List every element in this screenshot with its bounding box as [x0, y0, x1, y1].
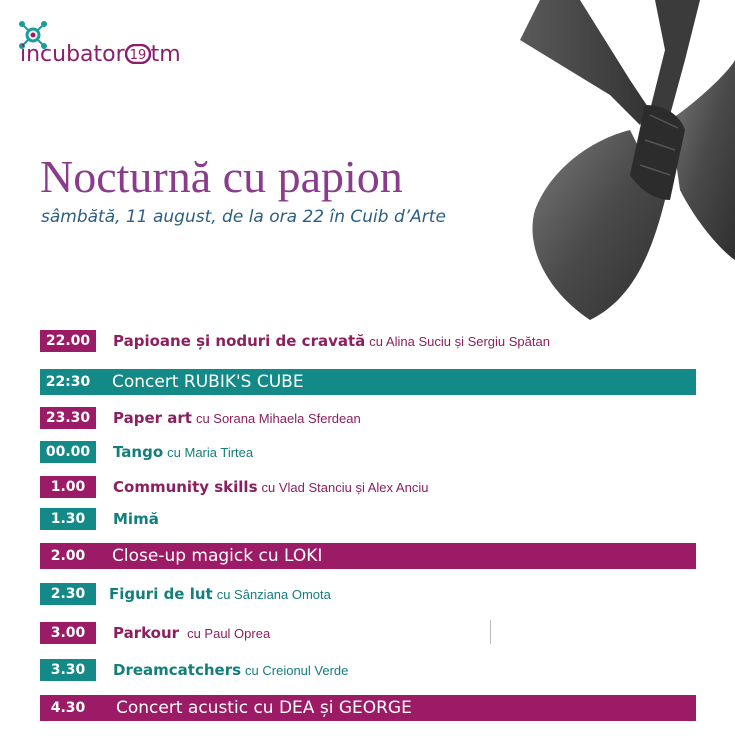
activity-title: Parkour [113, 624, 180, 642]
schedule-item [40, 583, 331, 605]
page-title: Nocturnă cu papion [40, 151, 403, 202]
activity-title: Paper art [113, 409, 192, 427]
schedule-bar [40, 695, 696, 721]
activity-host: cu Sorana Mihaela Sferdean [195, 411, 361, 426]
time-badge: 3.30 [40, 659, 96, 681]
schedule-list [40, 0, 700, 751]
time-badge: 22:30 [45, 374, 91, 390]
activity-title: Tango [113, 443, 164, 461]
time-badge: 1.00 [40, 476, 96, 498]
event-subtitle: sâmbătă, 11 august, de la ora 22 în Cuib d’Arte [41, 207, 446, 227]
activity-title: Papioane și noduri de cravată [113, 332, 366, 350]
schedule-item [40, 407, 361, 429]
activity-title: Concert acustic cu DEA și GEORGE [116, 698, 412, 718]
time-badge: 3.00 [40, 622, 96, 644]
schedule-item [40, 330, 550, 352]
time-badge: 22.00 [40, 330, 96, 352]
schedule-item [40, 441, 253, 463]
activity-title: Concert RUBIK'S CUBE [112, 372, 304, 392]
time-badge: 23.30 [40, 407, 96, 429]
time-badge: 2.30 [40, 583, 96, 605]
activity-host: cu Vlad Stanciu și Alex Anciu [261, 480, 429, 495]
logo-suffix: tm [150, 42, 181, 67]
divider [490, 620, 491, 644]
activity-host: cu Alina Suciu și Sergiu Spătan [369, 334, 550, 349]
activity-title: Close-up magick cu LOKI [112, 546, 323, 566]
activity-host: cu Sânziana Omota [216, 587, 331, 602]
schedule-bar [40, 369, 696, 395]
time-badge: 1.30 [40, 508, 96, 530]
time-badge: 2.00 [50, 548, 86, 564]
schedule-item [40, 508, 163, 530]
activity-host: cu Creionul Verde [245, 663, 349, 678]
svg-text:19: 19 [129, 48, 146, 63]
logo-text: incubator [20, 42, 125, 67]
activity-title: Mimă [113, 510, 159, 528]
time-badge: 00.00 [40, 441, 96, 463]
schedule-bar [40, 543, 696, 569]
schedule-item [40, 659, 348, 681]
schedule-item [40, 622, 270, 644]
activity-host: cu Maria Tirtea [167, 445, 254, 460]
time-badge: 4.30 [50, 700, 86, 716]
activity-host: cu Paul Oprea [187, 626, 271, 641]
schedule-item [40, 476, 428, 498]
activity-title: Figuri de lut [109, 585, 213, 603]
activity-title: Dreamcatchers [113, 661, 242, 679]
activity-title: Community skills [113, 478, 258, 496]
